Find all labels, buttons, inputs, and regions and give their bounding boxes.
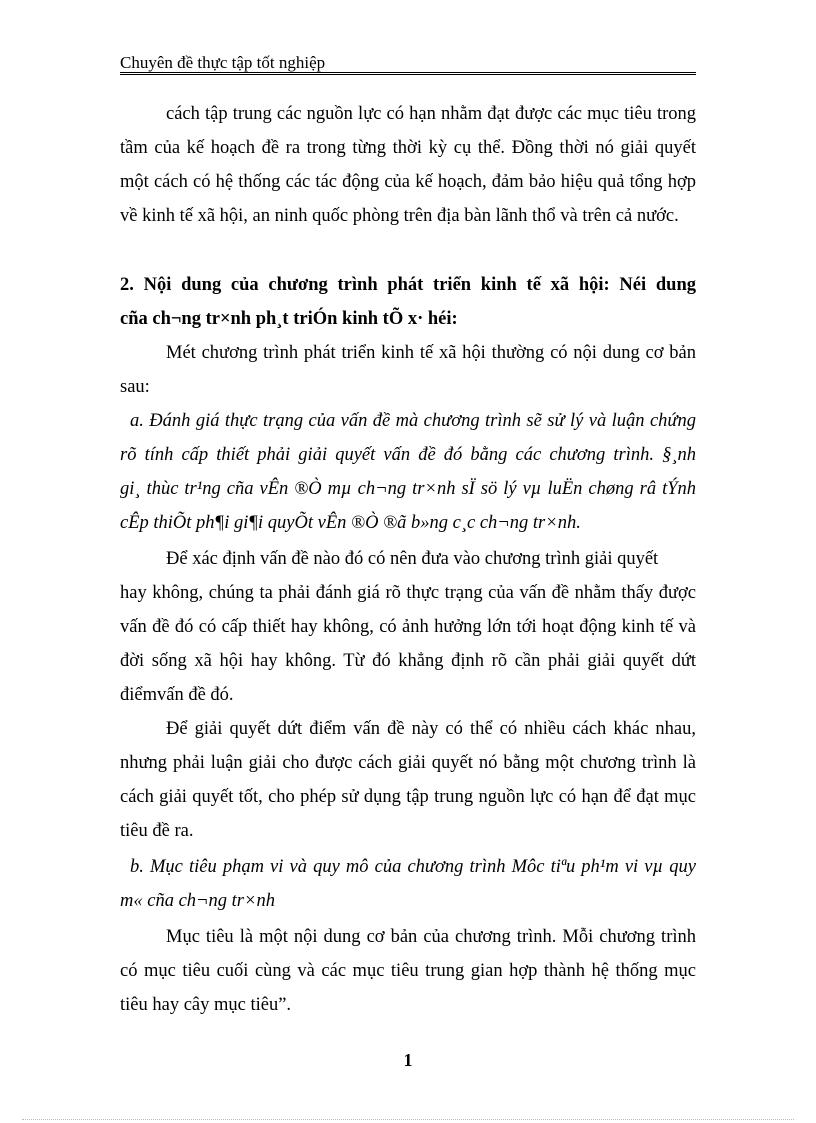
body-line: nhưng phải luận giải cho được cách giải quyết nó bằng một chương trình là (120, 753, 696, 773)
body-line: Mét chương trình phát triển kinh tế xã hội thường có nội dung cơ bản (166, 343, 696, 363)
header-rule-thin (120, 74, 696, 75)
subheading-a-garbled: cÊp thiÕt ph¶i gi¶i quyÕt vÊn ®Ò ®ã b»ng c¸c ch¬ng tr×nh. (120, 513, 581, 533)
body-line: cách giải quyết tốt, cho phép sử dụng tập trung nguồn lực có hạn để đạt mục (120, 787, 696, 807)
subheading-b-garbled: m« cña ch¬ng tr×nh (120, 891, 275, 911)
subheading-a-line: rõ tính cấp thiết phải giải quyết vấn đề đó bằng các chương trình. §¸nh (120, 445, 696, 465)
page-bottom-edge (22, 1119, 794, 1120)
body-line: tiêu hay cây mục tiêu”. (120, 995, 292, 1015)
body-line: điểmvấn đề đó. (120, 685, 234, 705)
page-number: 1 (403, 1050, 413, 1070)
body-line: sau: (120, 377, 150, 397)
subheading-a-garbled: gi¸ thùc tr¹ng cña vÊn ®Ò mµ ch¬ng tr×nh sÏ sö lý vµ luËn chøng râ tÝnh (120, 479, 696, 499)
body-line: tiêu đề ra. (120, 821, 194, 841)
header-rule (120, 72, 696, 73)
body-line: Mục tiêu là một nội dung cơ bản của chương trình. Mỗi chương trình (166, 927, 696, 947)
body-line: Để giải quyết dứt điểm vấn đề này có thể có nhiều cách khác nhau, (166, 719, 696, 739)
section-heading-garbled: cña ch¬ng tr×nh ph¸t triÓn kinh tÕ x· héi: (120, 309, 458, 329)
body-line: cách tập trung các nguồn lực có hạn nhằm đạt được các mục tiêu trong (166, 104, 696, 124)
body-line: một cách có hệ thống các tác động của kế hoạch, đảm bảo hiệu quả tổng hợp (120, 172, 696, 192)
body-line: đời sống xã hội hay không. Từ đó khẳng định rõ cần phải giải quyết dứt (120, 651, 696, 671)
body-line: hay không, chúng ta phải đánh giá rõ thực trạng của vấn đề nhằm thấy được (120, 583, 696, 603)
body-line: vấn đề đó có cấp thiết hay không, có ảnh hưởng lớn tới hoạt động kinh tế và (120, 617, 696, 637)
body-line: có mục tiêu cuối cùng và các mục tiêu trung gian hợp thành hệ thống mục (120, 961, 696, 981)
subheading-b: b. Mục tiêu phạm vi và quy mô của chương trình Môc tiªu ph¹m vi vµ quy (130, 857, 696, 877)
section-heading: 2. Nội dung của chương trình phát triển kinh tế xã hội: Néi dung (120, 275, 696, 295)
body-line: về kinh tế xã hội, an ninh quốc phòng trên địa bàn lãnh thổ và trên cả nước. (120, 206, 679, 226)
body-line: tầm của kế hoạch đề ra trong từng thời kỳ cụ thể. Đồng thời nó giải quyết (120, 138, 696, 158)
body-line: Để xác định vấn đề nào đó có nên đưa vào chương trình giải quyết (166, 549, 659, 569)
running-header: Chuyên đề thực tập tốt nghiệp (120, 53, 326, 72)
subheading-a: a. Đánh giá thực trạng của vấn đề mà chương trình sẽ sử lý và luận chứng (130, 411, 696, 431)
